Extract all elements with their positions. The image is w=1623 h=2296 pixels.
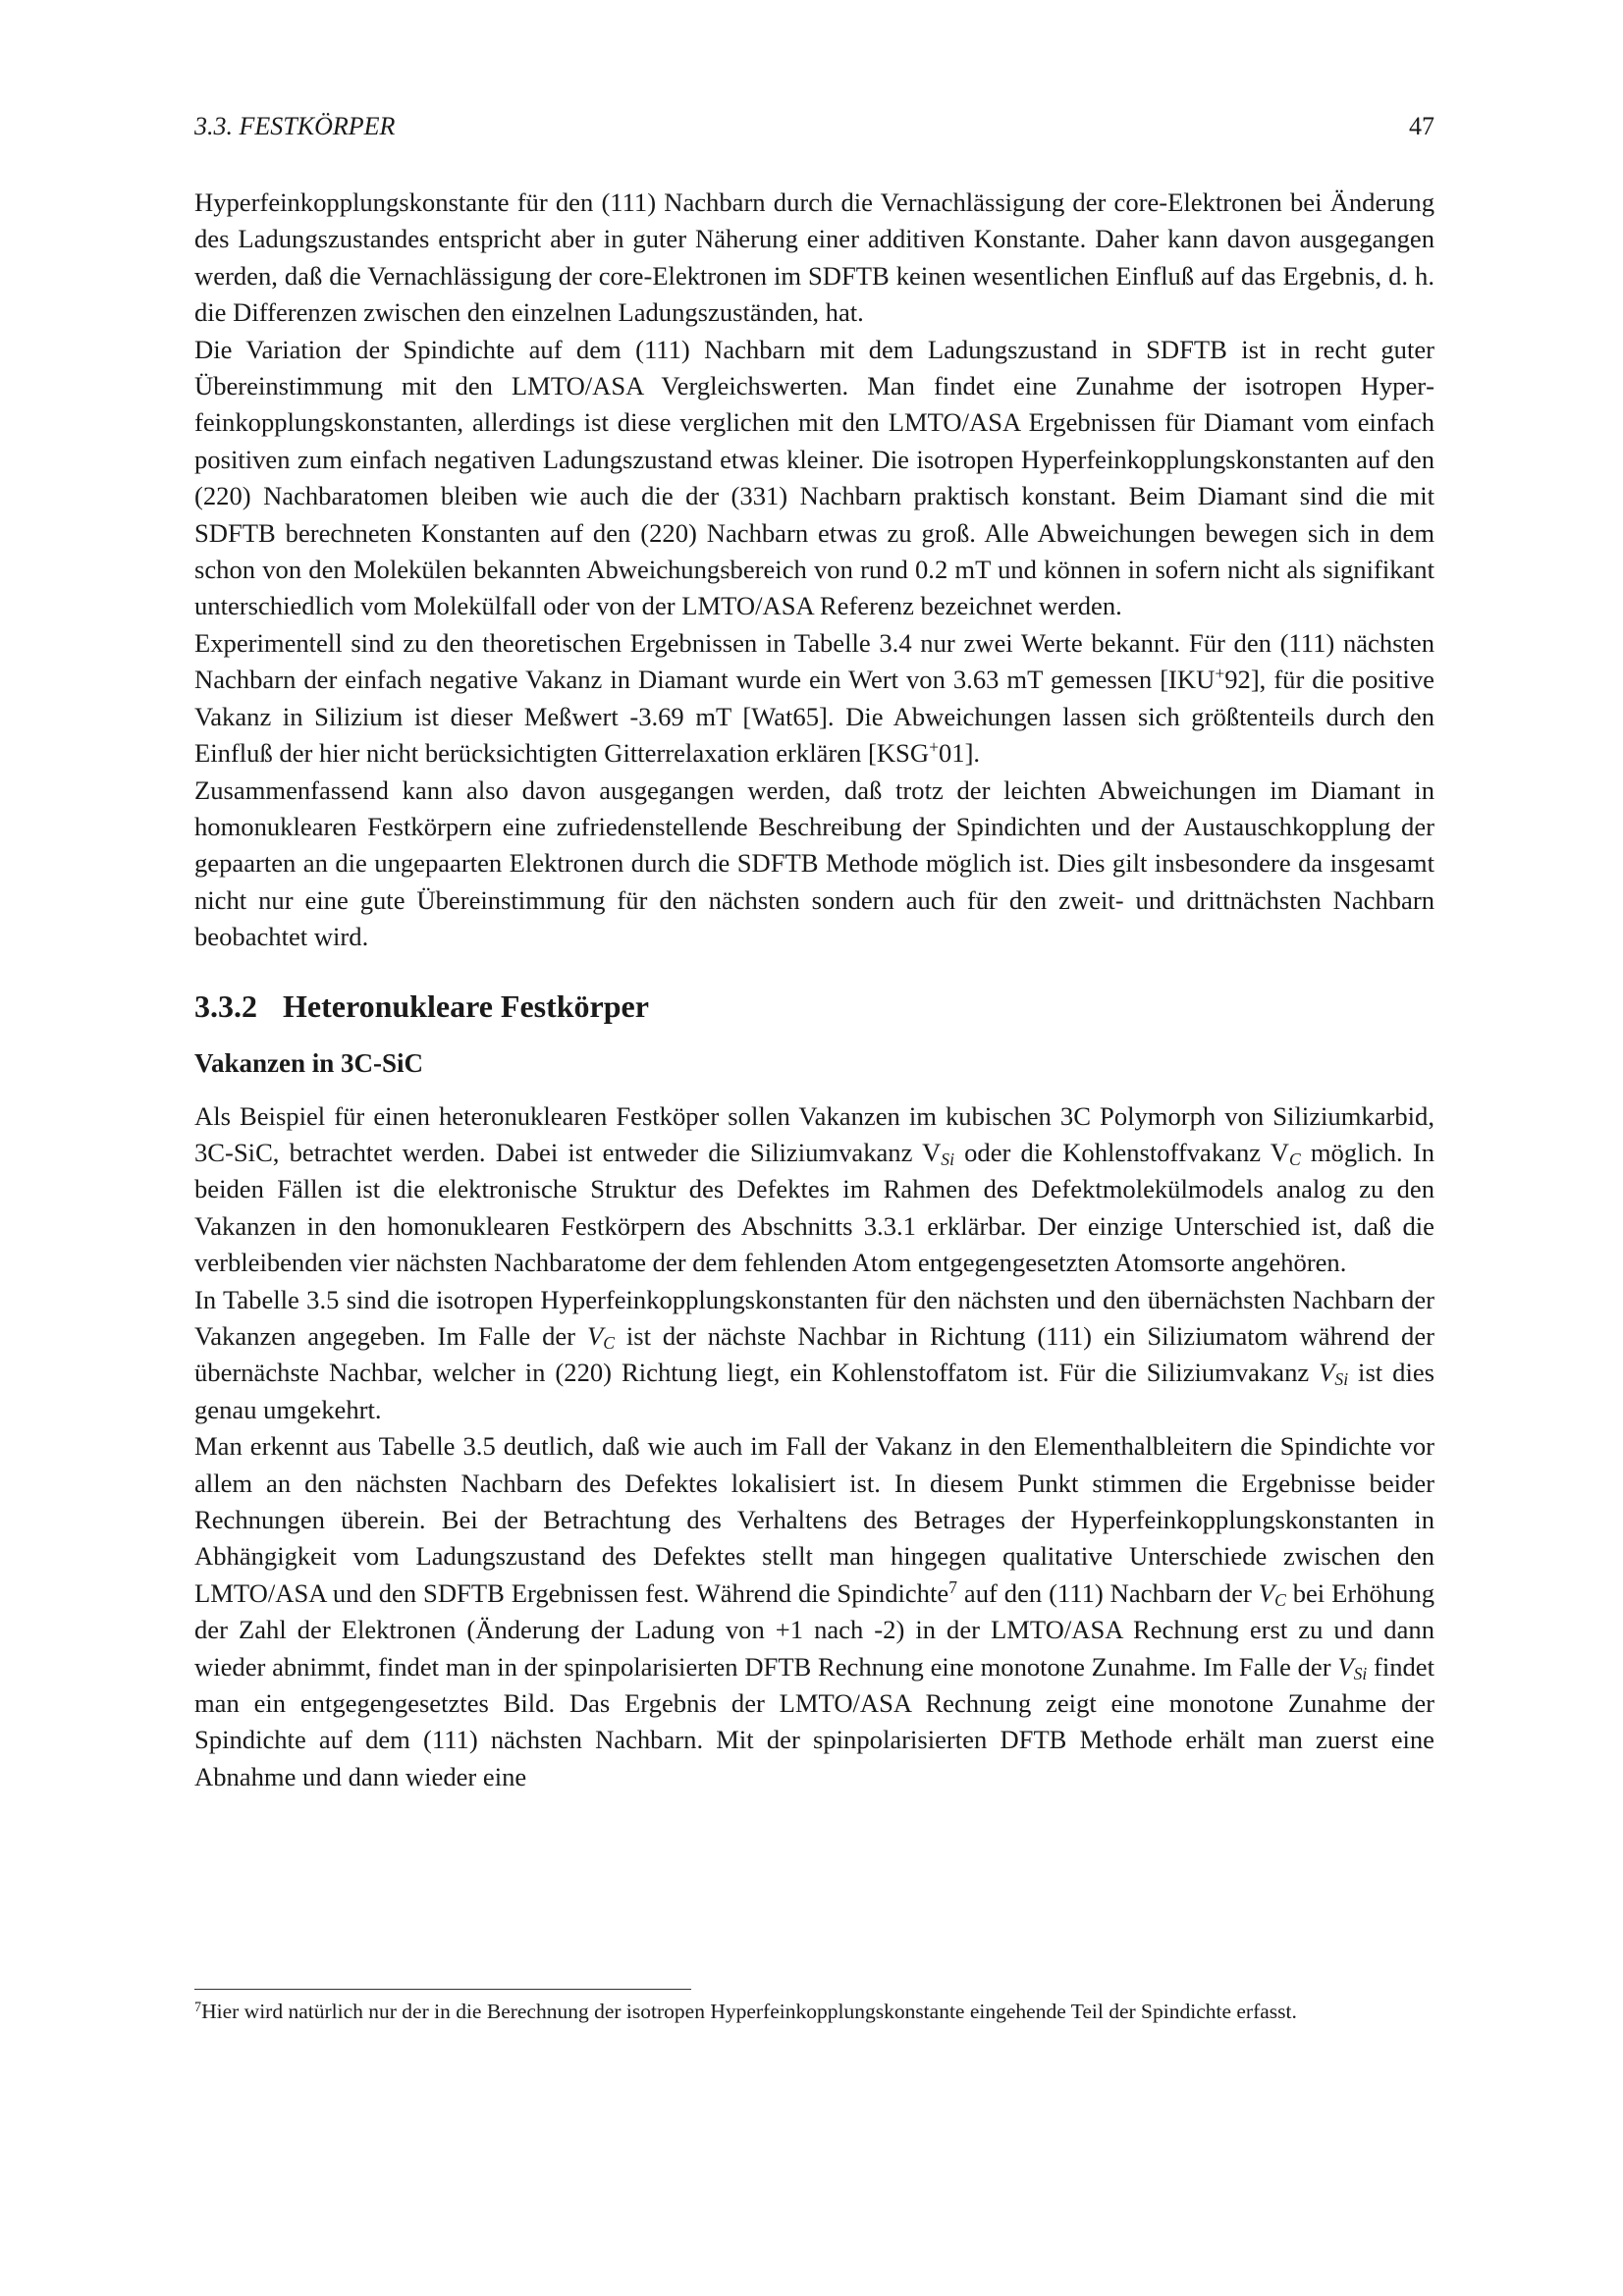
paragraph (194, 625, 1434, 773)
subscript (1354, 1663, 1368, 1682)
text: Man erkennt aus Tabelle 3.5 deutlich, daß wie auch im Fall der Vakanz in den Elementhalbleitern die Spindichte vor allem an den nächsten Nachbarn des Defektes lokalisiert ist. In diesem Punkt stimmen die Ergebnisse beider Rechnungen überein. Bei der Betrachtung des Verhaltens des Betrages der Hyperfeinkopplungskonstanten in Abhängigkeit vom Ladungszustand des Defektes stellt man hingegen qualitative Unterschiede zwischen den LMTO/ASA und den SDFTB Ergebnissen fest. Während die Spindichte (194, 1431, 1434, 1608)
footnote-text: Hier wird natürlich nur der in die Berechnung der isotropen Hyperfeinkopplungskonstante eingehende Teil der Spindichte erfasst. (201, 2000, 1297, 2023)
paragraph: Die Variation der Spindichte auf dem (111) Nachbarn mit dem Ladungszustand in SDFTB ist in recht guter Übereinstimmung mit den LMTO/ASA Vergleichswerten. Man findet eine Zunahme der isotropen Hyperfeinkopplungskonstanten, allerdings ist diese verglichen mit den LMTO/ASA Ergebnissen für Diamant vom einfach positiven zum einfach negativen Ladungszustand etwas kleiner. Die isotropen Hyperfeinkopplungskonstanten auf den (220) Nachbaratomen bleiben wie auch die der (331) Nachbarn praktisch konstant. Beim Diamant sind die mit SDFTB berechneten Konstanten auf den (220) Nachbarn etwas zu groß. Alle Abweichungen bewegen sich in dem schon von den Molekülen bekannten Abweichungsbereich von rund 0.2 mT und können in sofern nicht als signifikant unterschiedlich vom Molekülfall oder von der LMTO/ASA Referenz bezeichnet werden. (194, 334, 1434, 621)
paragraph (194, 1282, 1434, 1429)
text: Als Beispiel für einen heteronuklearen Festköper sollen Vakanzen im kubischen 3C Polymorph von Siliziumkarbid, 3C-SiC, betrachtet werden. Dabei ist entweder die Siliziumvakanz V (194, 1100, 1434, 1167)
superscript: + (929, 737, 939, 758)
subscript (603, 1333, 615, 1353)
footnote-rule (194, 1989, 691, 1990)
text: auf den (111) Nachbarn der (956, 1577, 1259, 1608)
paragraph: Hyperfeinkopplungskonstante für den (111) Nachbarn durch die Vernachlässigung der core-Elektronen bei Änderung des Ladungszustandes entspricht aber in guter Näherung einer additiven Konstante. Daher kann davon ausgegangen werden, daß die Vernachlässigung der core-Elektronen im SDFTB keinen wesentlichen Einfluß auf das Ergebnis, d. h. die Differenzen zwischen den einzelnen Ladungszuständen, hat. (194, 187, 1434, 328)
symbol-v: V (1258, 1577, 1275, 1608)
paragraph (194, 1428, 1434, 1795)
symbol-v: V (1319, 1358, 1335, 1388)
subsection-heading: Vakanzen in 3C-SiC (194, 1047, 424, 1078)
paragraph: Zusammenfassend kann also davon ausgegangen werden, daß trotz der leichten Abweichungen im Diamant in homonuklearen Festkörpern eine zufriedenstellende Beschreibung der Spindichten und der Austauschkopplung der gepaarten an die ungepaarten Elektronen durch die SDFTB Methode möglich ist. Dies gilt insbesondere da insgesamt nicht nur eine gute Übereinstimmung für den nächsten sondern auch für den zweit- und drittnächsten Nachbarn beobachtet wird. (194, 774, 1434, 952)
text: 01]. (938, 738, 981, 769)
running-section-title: 3.3. FESTKÖRPER (194, 112, 396, 140)
text: ist dies genau umgekehrt. (194, 1358, 1435, 1424)
subscript-si: Si (941, 1148, 954, 1169)
text: oder die Kohlenstoffvakanz V (953, 1137, 1289, 1167)
footnote-mark: 7 (948, 1577, 957, 1598)
paragraph (194, 1098, 1434, 1282)
page-number: 47 (1409, 112, 1434, 140)
footnote-number: 7 (194, 1999, 202, 2015)
symbol-v: V (586, 1320, 604, 1351)
section-title: Heteronukleare Festkörper (283, 988, 649, 1024)
subscript (941, 1149, 954, 1169)
text: möglich. In beiden Fällen ist die elektronische Struktur des Defektes im Rahmen des Defektmolekülmodels analog zu den Vakanzen in den homonuklearen Festkörpern des Abschnitts 3.3.1 erklärbar. Der einzige Unterschied ist, daß die verbleibenden vier nächsten Nachbaratome der dem fehlenden Atom entgegengesetzten Atomsorte angehören. (194, 1137, 1434, 1278)
symbol-v: V (1337, 1651, 1354, 1682)
subscript-c: C (603, 1332, 615, 1353)
subscript-c: C (1274, 1589, 1286, 1610)
footnote-area (194, 1989, 1434, 2026)
page-body (194, 185, 1434, 1795)
section-number: 3.3.2 (194, 988, 257, 1024)
text: ist der nächste Nachbar in Richtung (111) ein Siliziumatom während der übernächste Nachbar, welcher in (220) Richtung liegt, ein Kohlenstoffatom ist. Für die Siliziumvakanz (194, 1320, 1434, 1388)
subscript-si: Si (1334, 1369, 1349, 1390)
text: 92], für die positive Vakanz in Silizium ist dieser Meßwert -3.69 mT [Wat65]. Die Abweichungen lassen sich größtenteils durch den Einfluß der hier nicht berücksichtigten Gitterrelaxation erklären [KSG (194, 665, 1434, 769)
footnote (194, 1997, 1434, 2026)
text: findet man ein entgegengesetztes Bild. Das Ergebnis der LMTO/ASA Rechnung zeigt eine monotone Zunahme der Spindichte auf dem (111) nächsten Nachbarn. Mit der spinpolarisierten DFTB Methode erhält man zuerst eine Abnahme und dann wieder eine (194, 1651, 1434, 1791)
text: In Tabelle 3.5 sind die isotropen Hyperfeinkopplungskonstanten für den nächsten und den übernächsten Nachbarn der Vakanzen angegeben. Im Falle der (194, 1284, 1434, 1351)
superscript: + (1215, 664, 1225, 684)
subscript-si: Si (1353, 1663, 1368, 1683)
section-heading (194, 987, 1434, 1026)
subscript (1289, 1149, 1301, 1169)
subscript (1274, 1590, 1286, 1610)
text: Experimentell sind zu den theoretischen Ergebnissen in Tabelle 3.4 nur zwei Werte bekannt. Für den (111) nächsten Nachbarn der einfach negative Vakanz in Diamant wurde ein Wert von 3.63 mT gemessen [IKU (194, 627, 1434, 695)
subscript-c: C (1288, 1148, 1301, 1169)
subscript (1334, 1369, 1348, 1389)
text: bei Erhöhung der Zahl der Elektronen (Änderung der Ladung von +1 nach -2) in der LMTO/ASA Rechnung erst zu und dann wieder abnimmt, findet man in der spinpolarisierten DFTB Rechnung eine monotone Zunahme. Im Falle der (194, 1577, 1434, 1682)
running-header (194, 110, 1434, 143)
